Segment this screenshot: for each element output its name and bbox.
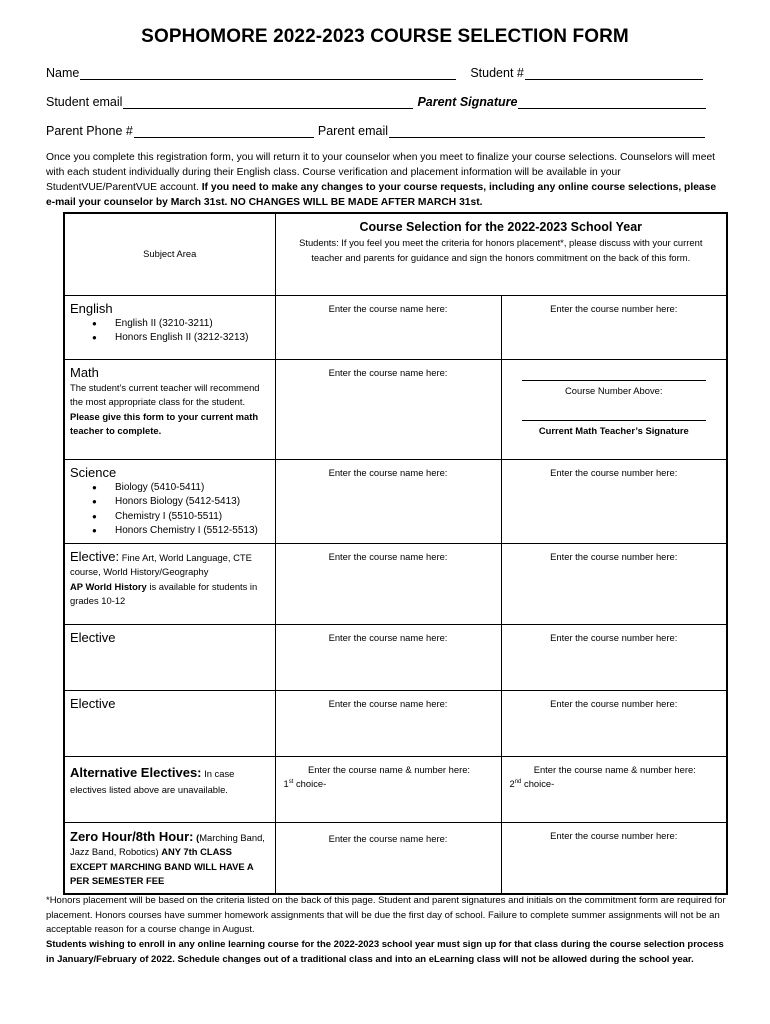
second-choice-hint: Enter the course name & number here: (533, 763, 696, 775)
footer-notes (46, 894, 728, 968)
parent-phone-label: Parent Phone # (46, 124, 133, 138)
subject-area-header: Subject Area (64, 213, 275, 295)
elective-1-course-name-field[interactable]: Enter the course name here: (275, 543, 501, 624)
english-title: English (70, 300, 113, 316)
list-item: ● Honors English II (3212-3213) (92, 331, 270, 346)
zero-hour-note: Marching Band, Jazz Band, Robotics) (70, 831, 265, 857)
intro-bold-text: If you need to make any changes to your course requests, including any online course selections, please e-mail your counselor by March 31st. NO CHANGES WILL BE MADE AFTER MARCH 31st. (46, 182, 717, 208)
honors-placement-note: *Honors placement will be based on the criteria listed on the back of this page. Student and parent signatures and initials on the commitment form are required for placement. Honors courses have summer homework assignments that will be due the first day of school. Failure to complete summer assignments will not be an acceptable reason for a course change in August. (46, 895, 726, 936)
zero-hour-course-number-field[interactable]: Enter the course number here: (501, 822, 727, 894)
elective-1-course-number-field[interactable]: Enter the course number here: (501, 543, 727, 624)
table-header-row (64, 213, 727, 295)
alternative-electives-title: Alternative Electives: (70, 764, 202, 780)
english-course-list (70, 317, 270, 346)
elective-1-note: Fine Art, World Language, CTE course, World History/Geography (70, 551, 252, 577)
alternative-electives-subject (64, 756, 275, 822)
teacher-signature-label: Current Math Teacher’s Signature (538, 424, 689, 436)
student-number-input-line[interactable] (525, 67, 703, 80)
math-note-bold: Please give this form to your current math teacher to complete. (70, 410, 259, 436)
name-row (46, 66, 726, 80)
elective-2-row (64, 624, 727, 690)
elective-1-note-bold: AP World History (70, 580, 147, 592)
english-subject (64, 295, 275, 359)
second-choice-field[interactable] (501, 756, 727, 822)
elective-2-course-name-field[interactable]: Enter the course name here: (275, 624, 501, 690)
parent-signature-label: Parent Signature (417, 95, 518, 109)
elective-3-course-number-field[interactable]: Enter the course number here: (501, 690, 727, 756)
science-row (64, 459, 727, 543)
list-item: ● Honors Chemistry I (5512-5513) (92, 524, 270, 539)
parent-phone-input-line[interactable] (134, 125, 314, 138)
elective-1-note-end: is available for students in grades 10-12 (70, 580, 258, 606)
second-choice-label: 2nd choice- (509, 777, 555, 789)
elective-1-row (64, 543, 727, 624)
science-title: Science (70, 464, 117, 480)
english-course-name-field[interactable]: Enter the course name here: (275, 295, 501, 359)
parent-email-input-line[interactable] (389, 125, 705, 138)
elective-3-course-name-field[interactable]: Enter the course name here: (275, 690, 501, 756)
zero-hour-title: Zero Hour/8th Hour: (70, 828, 194, 844)
zero-hour-row (64, 822, 727, 894)
course-number-line[interactable] (522, 380, 706, 381)
science-course-list (70, 481, 270, 539)
course-number-above-label: Course Number Above: (565, 384, 663, 396)
first-choice-field[interactable] (275, 756, 501, 822)
elective-2-subject (64, 624, 275, 690)
elective-1-text (70, 548, 270, 609)
intro-paragraph (46, 150, 728, 210)
course-selection-table (63, 212, 728, 895)
honors-note: Students: If you feel you meet the criteria for honors placement*, please discuss with your current teacher and parents for guidance and sign the honors commitment on the back of this form. (299, 237, 703, 263)
zero-hour-course-name-field[interactable]: Enter the course name here: (275, 822, 501, 894)
student-email-label: Student email (46, 95, 123, 109)
math-note (70, 381, 270, 439)
science-course-number-field[interactable]: Enter the course number here: (501, 459, 727, 543)
elective-1-subject (64, 543, 275, 624)
alternative-electives-row (64, 756, 727, 822)
elective-3-subject (64, 690, 275, 756)
intro-text: Once you complete this registration form, you will return it to your counselor when you meet to finalize your course selections. Counselors will meet with each student individually during their English class. Course verification and placement information will be available in your StudentVUE/ParentVUE account. (46, 152, 716, 193)
elective-3-title: Elective (70, 695, 116, 711)
math-teacher-section (501, 359, 727, 459)
list-item: ● Honors Biology (5412-5413) (92, 495, 270, 510)
email-row (46, 95, 726, 109)
science-subject (64, 459, 275, 543)
first-choice-hint: Enter the course name & number here: (307, 763, 471, 775)
teacher-signature-line[interactable] (522, 420, 706, 421)
english-row (64, 295, 727, 359)
english-course-number-field[interactable]: Enter the course number here: (501, 295, 727, 359)
elective-1-title: Elective: (70, 548, 120, 564)
parent-email-label: Parent email (317, 124, 389, 138)
alternative-electives-text (70, 765, 270, 798)
elective-3-row (64, 690, 727, 756)
course-selection-header (275, 213, 727, 295)
math-note-text: The student’s current teacher will recommend the most appropriate class for the student. (70, 381, 260, 407)
math-course-name-field[interactable]: Enter the course name here: (275, 359, 501, 459)
student-number-label: Student # (470, 66, 524, 80)
math-subject (64, 359, 275, 459)
course-selection-title: Course Selection for the 2022-2023 School Year (359, 220, 643, 234)
parent-signature-input-line[interactable] (518, 96, 706, 109)
phone-row (46, 124, 726, 138)
list-item: ● English II (3210-3211) (92, 317, 270, 332)
list-item: ● Chemistry I (5510-5511) (92, 510, 270, 525)
online-learning-note: Students wishing to enroll in any online learning course for the 2022-2023 school year must sign up for that class during the course selection process in January/February of 2022. Schedule changes out of a traditional class and into an eLearning class will not be allowed during the school year. (46, 939, 724, 965)
elective-2-title: Elective (70, 629, 116, 645)
student-email-input-line[interactable] (123, 96, 413, 109)
zero-hour-subject (64, 822, 275, 894)
zero-hour-text: Zero Hour/8th Hour: (Marching Band, Jazz Band, Robotics) ANY 7th CLASS EXCEPT MARCHING BAND WILL HAVE A PER SEMESTER FEE (70, 828, 265, 886)
math-title: Math (70, 364, 99, 380)
science-course-name-field[interactable]: Enter the course name here: (275, 459, 501, 543)
elective-2-course-number-field[interactable]: Enter the course number here: (501, 624, 727, 690)
first-choice-label: 1st choice- (283, 777, 327, 789)
list-item: ● Biology (5410-5411) (92, 481, 270, 496)
form-title: SOPHOMORE 2022-2023 COURSE SELECTION FORM (141, 26, 629, 47)
math-row (64, 359, 727, 459)
name-input-line[interactable] (80, 67, 456, 80)
zero-hour-note-bold: ANY 7th CLASS EXCEPT MARCHING BAND WILL HAVE A PER SEMESTER FEE (70, 846, 254, 886)
name-label: Name (46, 66, 80, 80)
alternative-electives-note: In case electives listed above are unavailable. (70, 767, 235, 795)
